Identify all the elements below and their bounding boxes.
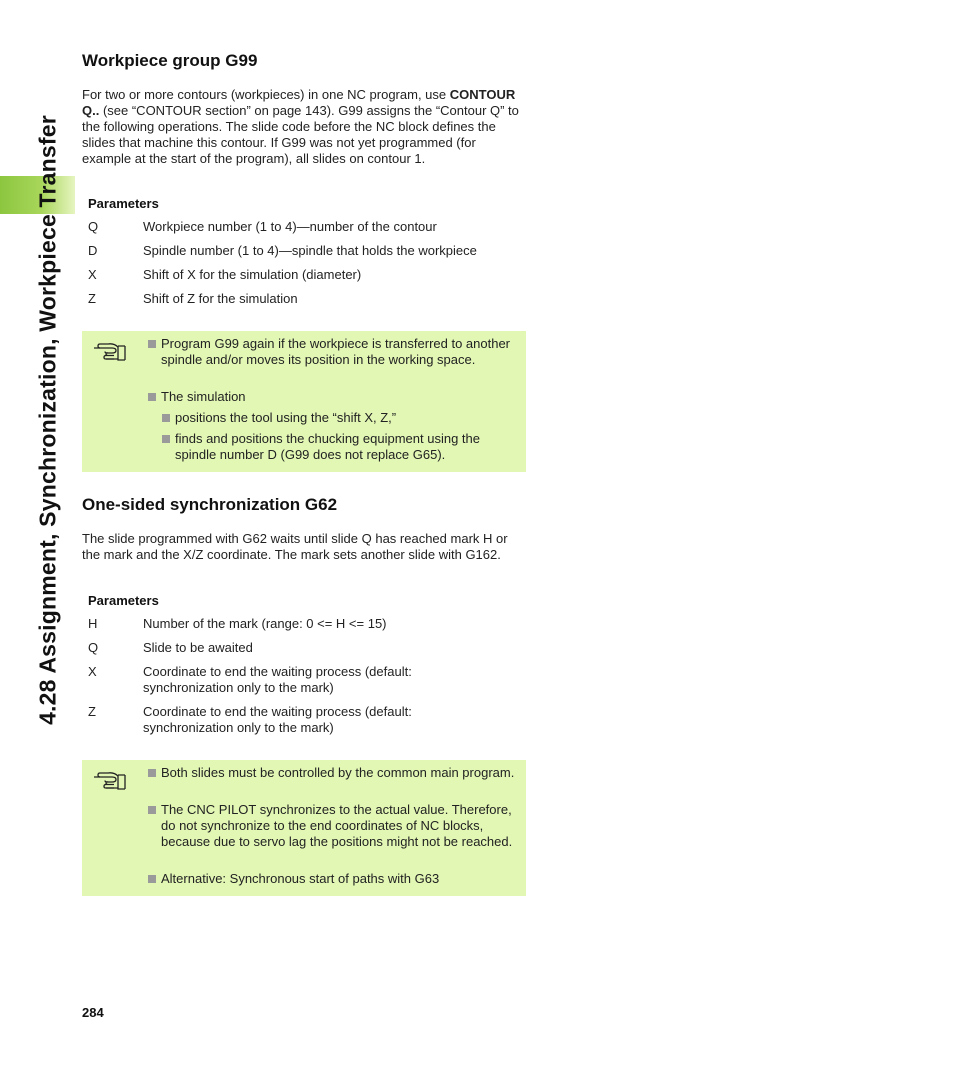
parameters-heading-g99: Parameters: [88, 196, 159, 211]
bullet-square-icon: [162, 414, 170, 422]
section-heading-g62: One-sided synchronization G62: [82, 495, 338, 514]
bullet-square-icon: [148, 806, 156, 814]
note-box-g62: Both slides must be controlled by the common main program. The CNC PILOT synchronizes to the actual value. Therefore, do not synchronize to the end coordinates of NC blocks, because due to servo lag the positions might not be reached. Alternative: Synchronous start of paths with G63: [82, 760, 526, 896]
page-number: 284: [82, 1005, 104, 1020]
intro-text-start: For two or more contours (workpieces) in one NC program, use: [82, 87, 450, 102]
parameter-code: Z: [88, 291, 96, 306]
parameter-code: Z: [88, 704, 96, 719]
intro-bold-command: CONTOUR Q..: [82, 87, 516, 118]
section-intro-g99: [82, 87, 524, 167]
parameter-description: Slide to be awaited: [143, 640, 253, 655]
parameter-code: X: [88, 267, 97, 282]
bullet-square-icon: [148, 340, 156, 348]
parameter-code: H: [88, 616, 98, 631]
intro-text-end: (see “CONTOUR section” on page 143). G99 assigns the “Contour Q” to the following operations. The slide code before the NC block defines the slides that machine this contour. If G99 was not yet programmed (for example at the start of the program), all slides on contour 1.: [82, 103, 519, 166]
parameter-description: Shift of Z for the simulation: [143, 291, 298, 306]
parameter-description: Shift of X for the simulation (diameter): [143, 267, 362, 282]
parameter-description: Coordinate to end the waiting process (default: synchronization only to the mark): [143, 704, 412, 735]
parameter-code: X: [88, 664, 97, 679]
section-heading-g99: Workpiece group G99: [82, 51, 258, 70]
bullet-square-icon: [148, 769, 156, 777]
parameter-code: Q: [88, 640, 99, 655]
parameter-code: Q: [88, 219, 99, 234]
pointing-hand-icon: [92, 768, 128, 792]
bullet-square-icon: [148, 393, 156, 401]
section-intro-g62: The slide programmed with G62 waits until slide Q has reached mark H or the mark and the X/Z coordinate. The mark sets another slide with G162.: [82, 531, 508, 562]
parameter-description: Coordinate to end the waiting process (default: synchronization only to the mark): [143, 664, 412, 695]
bullet-square-icon: [162, 435, 170, 443]
chapter-side-title: 4.28 Assignment, Synchronization, Workpiece Transfer: [34, 115, 61, 725]
parameter-description: Spindle number (1 to 4)—spindle that holds the workpiece: [143, 243, 477, 258]
parameter-code: D: [88, 243, 98, 258]
note-box-g99: Program G99 again if the workpiece is transferred to another spindle and/or moves its position in the working space. The simulation positions the tool using the “shift X, Z,” finds and positions the chucking equipment using the spindle number D (G99 does not replace G65).: [82, 331, 526, 472]
parameter-description: Number of the mark (range: 0 <= H <= 15): [143, 616, 387, 631]
pointing-hand-icon: [92, 339, 128, 363]
parameter-description: Workpiece number (1 to 4)—number of the contour: [143, 219, 437, 234]
bullet-square-icon: [148, 875, 156, 883]
parameters-heading-g62: Parameters: [88, 593, 159, 608]
